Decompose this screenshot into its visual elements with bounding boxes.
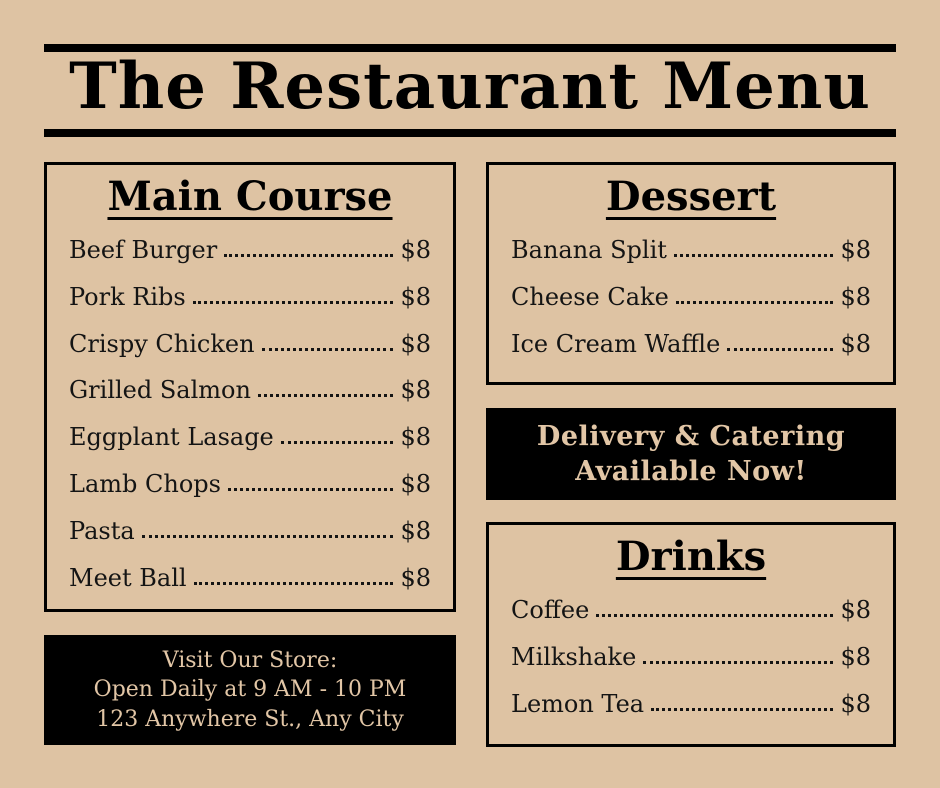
menu-item-name: Beef Burger	[69, 236, 218, 264]
dotted-leader	[643, 661, 833, 664]
menu-item	[69, 227, 431, 274]
dessert-heading: Dessert	[605, 173, 777, 220]
menu-item-price: $8	[840, 282, 871, 311]
delivery-banner-line2: Available Now!	[575, 456, 807, 487]
title-bottom-rule	[44, 129, 896, 137]
menu-item	[511, 321, 871, 368]
page-title: The Restaurant Menu	[69, 49, 871, 124]
menu-item	[69, 274, 431, 321]
menu-item-price: $8	[840, 329, 871, 358]
menu-item-price: $8	[400, 329, 431, 358]
menu-item-price: $8	[840, 596, 871, 624]
main-course-section	[44, 162, 456, 612]
drinks-heading: Drinks	[615, 533, 767, 580]
menu-item-name: Ice Cream Waffle	[511, 329, 721, 358]
menu-item	[511, 227, 871, 274]
dotted-leader	[194, 582, 394, 585]
menu-item-price: $8	[400, 516, 431, 545]
dotted-leader	[228, 488, 394, 491]
menu-item-name: Pasta	[69, 516, 135, 545]
menu-item	[69, 321, 431, 368]
menu-item-name: Banana Split	[511, 236, 667, 264]
menu-item-price: $8	[400, 376, 431, 405]
store-banner-line3: 123 Anywhere St., Any City	[96, 706, 404, 732]
menu-item-name: Crispy Chicken	[69, 329, 255, 358]
dotted-leader	[262, 348, 394, 351]
menu-item-price: $8	[840, 642, 871, 671]
dotted-leader	[727, 348, 833, 351]
menu-item	[69, 508, 431, 555]
menu-item-price: $8	[400, 423, 431, 452]
store-banner-line2: Open Daily at 9 AM - 10 PM	[93, 677, 407, 703]
menu-item	[69, 367, 431, 414]
main-course-heading: Main Course	[107, 173, 393, 220]
dotted-leader	[142, 535, 394, 538]
menu-item-name: Cheese Cake	[511, 282, 669, 311]
menu-item-name: Grilled Salmon	[69, 376, 251, 405]
menu-item-price: $8	[400, 469, 431, 498]
dessert-section	[486, 162, 896, 385]
delivery-banner	[486, 408, 896, 500]
menu-item	[511, 634, 871, 681]
delivery-banner-line1: Delivery & Catering	[536, 421, 846, 452]
menu-item-name: Lamb Chops	[69, 469, 221, 498]
dotted-leader	[258, 394, 393, 397]
dotted-leader	[676, 301, 834, 304]
store-banner-line1: Visit Our Store:	[162, 647, 338, 673]
menu-item	[511, 274, 871, 321]
dotted-leader	[596, 614, 833, 617]
menu-item	[69, 461, 431, 508]
menu-item-name: Pork Ribs	[69, 282, 186, 311]
drinks-section	[486, 522, 896, 747]
menu-item	[69, 555, 431, 602]
dotted-leader	[224, 254, 393, 257]
dotted-leader	[651, 708, 833, 711]
menu-item	[511, 587, 871, 634]
menu-item-name: Meet Ball	[69, 563, 187, 592]
menu-item-name: Eggplant Lasage	[69, 423, 274, 452]
menu-item-price: $8	[400, 236, 431, 264]
dotted-leader	[193, 301, 394, 304]
dotted-leader	[281, 441, 394, 444]
menu-item-price: $8	[840, 689, 871, 718]
menu-item	[69, 414, 431, 461]
menu-item-name: Milkshake	[511, 642, 637, 671]
menu-item-name: Coffee	[511, 596, 590, 624]
dotted-leader	[674, 254, 834, 257]
menu-item-price: $8	[400, 563, 431, 592]
store-banner	[44, 635, 456, 745]
menu-item-price: $8	[840, 236, 871, 264]
menu-item	[511, 681, 871, 728]
menu-item-price: $8	[400, 282, 431, 311]
menu-item-name: Lemon Tea	[511, 689, 645, 718]
